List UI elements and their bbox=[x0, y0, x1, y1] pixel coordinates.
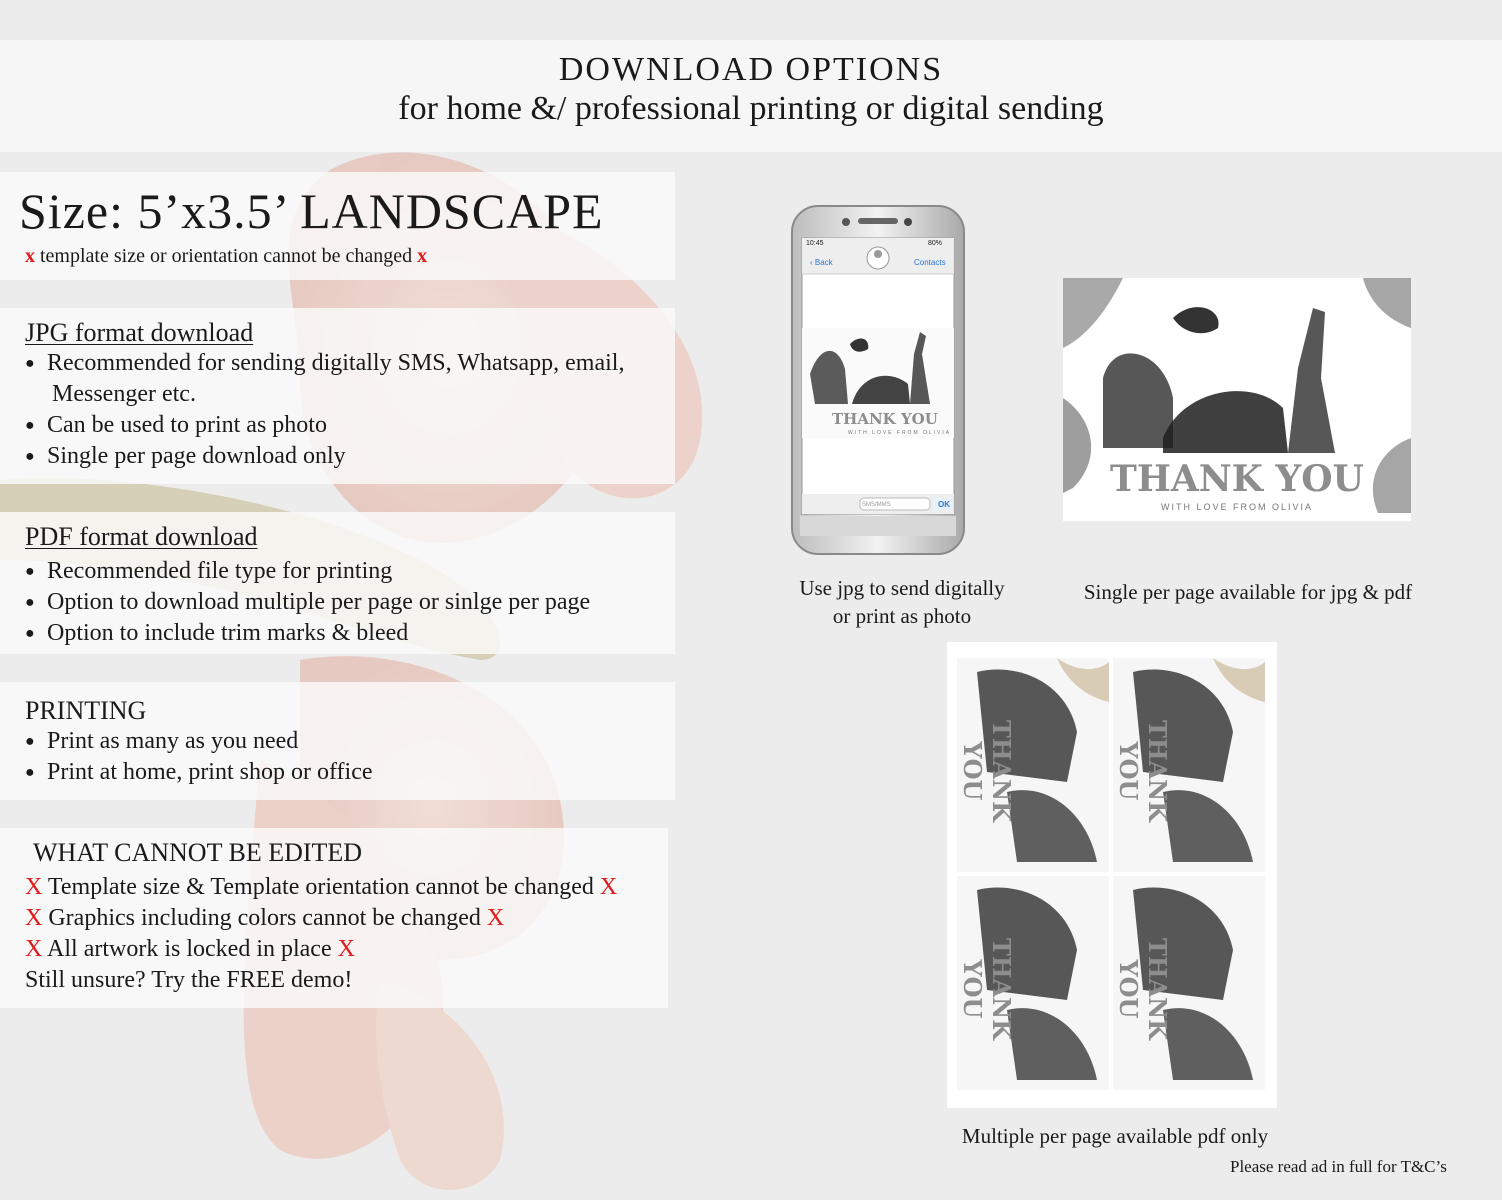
x-mark: x bbox=[417, 245, 428, 267]
card-thanks: THANK YOU bbox=[958, 938, 1016, 1040]
single-card-preview bbox=[1063, 278, 1411, 521]
card-thanks: THANK YOU bbox=[1114, 938, 1172, 1040]
jpg-title: JPG format download bbox=[25, 318, 254, 347]
card-sub: WITH LOVE FROM OLIVIA bbox=[1160, 502, 1313, 512]
phone-card-thanks: THANK YOU bbox=[832, 410, 938, 428]
list-item: ● Print as many as you need bbox=[25, 728, 299, 754]
edit-title: WHAT CANNOT BE EDITED bbox=[33, 838, 363, 867]
list-item: ● Can be used to print as photo bbox=[25, 412, 327, 438]
list-item: ● Recommended file type for printing bbox=[25, 558, 393, 584]
list-item: X All artwork is locked in place X bbox=[25, 936, 355, 962]
list-item: ● Single per page download only bbox=[25, 443, 346, 469]
phone-caption: Use jpg to send digitally or print as photo bbox=[799, 576, 1005, 628]
multiple-caption: Multiple per page available pdf only bbox=[961, 1124, 1269, 1148]
list-item: X Graphics including colors cannot be changed X bbox=[25, 905, 505, 931]
list-item: ● Option to download multiple per page or sinlge per page bbox=[25, 589, 591, 615]
jpg-panel bbox=[0, 308, 675, 484]
size-title: Size: 5’x3.5’ LANDSCAPE bbox=[19, 183, 604, 239]
printing-panel bbox=[0, 682, 675, 800]
phone-status-battery: 80% bbox=[928, 240, 943, 247]
card-thanks: THANK YOU bbox=[1110, 458, 1364, 500]
header-banner bbox=[0, 40, 1502, 152]
phone-send-button[interactable]: OK bbox=[938, 500, 950, 509]
multiple-page-preview bbox=[947, 642, 1277, 1108]
phone-back-button[interactable]: ‹ Back bbox=[810, 258, 833, 267]
phone-contacts-button[interactable]: Contacts bbox=[914, 258, 946, 267]
phone-status-time: 10:45 bbox=[806, 240, 824, 247]
card-thanks: THANK YOU bbox=[1114, 720, 1172, 822]
phone-message-input[interactable]: SMS/MMS bbox=[862, 502, 891, 508]
single-caption: Single per page available for jpg & pdf bbox=[1083, 580, 1413, 604]
phone-card-sub: WITH LOVE FROM OLIVIA bbox=[848, 430, 952, 436]
pdf-panel bbox=[0, 512, 675, 654]
pdf-title: PDF format download bbox=[25, 522, 258, 551]
terms-note: Please read ad in full for T&C’s bbox=[1230, 1157, 1447, 1176]
header-subtitle: for home &/ professional printing or digital sending bbox=[398, 90, 1104, 127]
size-note-text: template size or orientation cannot be changed bbox=[40, 245, 413, 267]
card-thanks: THANK YOU bbox=[958, 720, 1016, 822]
list-item: ● Option to include trim marks & bleed bbox=[25, 620, 409, 646]
list-item: X Template size & Template orientation cannot be changed X bbox=[25, 874, 618, 900]
x-mark: x bbox=[25, 245, 35, 267]
list-item-continuation: Messenger etc. bbox=[52, 381, 196, 407]
list-item: ● Recommended for sending digitally SMS, Whatsapp, email, bbox=[25, 350, 625, 376]
printing-title: PRINTING bbox=[25, 696, 147, 725]
edit-panel bbox=[0, 828, 668, 1008]
edit-footer: Still unsure? Try the FREE demo! bbox=[25, 967, 353, 993]
size-note bbox=[25, 244, 675, 268]
list-item: ● Print at home, print shop or office bbox=[25, 759, 373, 785]
size-panel bbox=[0, 172, 675, 280]
header-title: DOWNLOAD OPTIONS bbox=[558, 51, 944, 88]
